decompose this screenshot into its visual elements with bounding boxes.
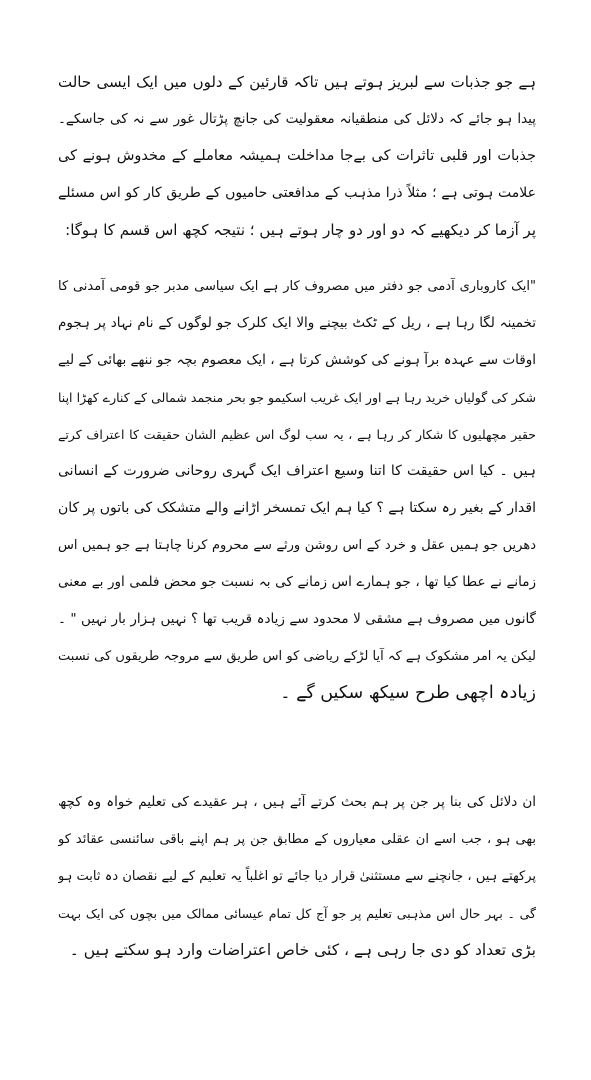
paragraph-1 [58,64,536,249]
paragraph-line: پرکھتے ہیں ، جانچنے سے مستثنیٰ قرار دیا جائے تو اغلباً یہ تعلیم کے لیے نقصان دہ ثابت ہو [58,869,536,884]
paragraph-line: دھریں جو ہمیں عقل و خرد کے اس روشن ورثے سے محروم کرنا چاہتا ہے جو ہمیں اس [58,538,536,553]
paragraph-line: تخمینہ لگا رہا ہے ، ریل کے ٹکٹ بیچنے والا ایک کلرک جو لوگوں کے نام نہاد پر ہجوم [58,315,536,331]
paragraph-line: گی ۔ بہر حال اس مذہبی تعلیم پر جو آج کل تمام عیسائی ممالک میں بچوں کی ایک بہت [58,906,536,921]
paragraph-line: اقدار کے بغیر رہ سکتا ہے ؟ کیا ہم ایک تمسخر اڑانے والے متشکک کی باتوں پر کان [58,500,536,516]
paragraph-line: لیکن یہ امر مشکوک ہے کہ آیا لڑکے ریاضی کو اس طریق سے مروجہ طریقوں کی نسبت [58,649,536,664]
paragraph-line: بڑی تعداد کو دی جا رہی ہے ، کئی خاص اعتراضات وارد ہو سکتے ہیں ۔ [69,941,536,959]
paragraph-2 [58,268,536,712]
paragraph-line: شکر کی گولیاں خرید رہا ہے اور ایک غریب اسکیمو جو بحر منجمد شمالی کے کنارے کھڑا اپنا [58,390,536,405]
paragraph-line: پیدا ہو جائے کہ دلائل کی منطقیانہ معقولیت کی جانچ پڑتال غور سے نہ کی جاسکے۔ [58,111,536,127]
paragraph-line: حقیر مچھلیوں کا شکار کر رہا ہے ، یہ سب لوگ اس عظیم الشان حقیقت کا اعتراف کرتے [58,427,536,442]
paragraph-line: زمانے نے عطا کیا تھا ، جو ہمارے اس زمانے کی بہ نسبت جو محض فلمی اور بے معنی [58,574,536,590]
paragraph-line: ان دلائل کی بنا پر جن پر ہم بحث کرتے آئے ہیں ، ہر عقیدے کی تعلیم خواہ وہ کچھ [58,794,536,810]
paragraph-line: "ایک کاروباری آدمی جو دفتر میں مصروف کار ہے ایک سیاسی مدبر جو قومی آمدنی کا [58,279,536,294]
paragraph-line: علامت ہوتی ہے ؛ مثلاً ذرا مذہب کے مدافعتی حامیوں کے طریق کار کو اس مسئلے [58,185,536,201]
paragraph-line: جذبات اور قلبی تاثرات کی بےجا مداخلت ہمیشہ معاملے کے مخدوش ہونے کی [58,148,536,164]
paragraph-line: اوقات سے عہدہ برآ ہونے کی کوشش کرتا ہے ، ایک معصوم بچہ جو ننھے بھائی کے لیے [58,352,536,368]
paragraph-line: گانوں میں مصروف ہے مشقی لا محدود سے زیادہ قریب تھا ؟ نہیں ہزار بار نہیں " ۔ [58,611,536,627]
paragraph-line: زیادہ اچھی طرح سیکھ سکیں گے ۔ [280,683,536,703]
paragraph-line: پر آزما کر دیکھیے کہ دو اور دو چار ہوتے ہیں ؛ نتیجہ کچھ اس قسم کا ہوگا: [65,221,536,239]
paragraph-line: ہیں ۔ کیا اس حقیقت کا اتنا وسیع اعتراف ایک گہری روحانی ضرورت کے انسانی [58,463,536,479]
paragraph-line: بھی ہو ، جب اسے ان عقلی معیاروں کے مطابق جن پر ہم اپنے باقی سائنسی عقائد کو [58,832,536,847]
paragraph-line: ہے جو جذبات سے لبریز ہوتے ہیں تاکہ قارئین کے دلوں میں ایک ایسی حالت [58,73,536,91]
paragraph-3 [58,784,536,969]
